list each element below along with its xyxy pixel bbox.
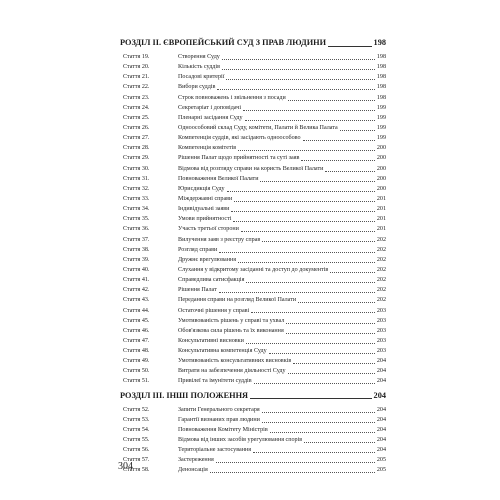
leader-dots (219, 292, 375, 293)
leader-dots (226, 79, 374, 80)
article-title: Посадові критерії (178, 74, 225, 81)
toc-entry (120, 465, 386, 475)
article-number: Стаття 44. (123, 307, 150, 314)
article-title: Індивідуальні заяви (178, 206, 230, 213)
toc-section-heading (120, 389, 386, 403)
article-number: Стаття 27. (123, 135, 150, 142)
toc-entry (120, 265, 386, 275)
leader-line (250, 398, 372, 399)
toc-entry (120, 103, 386, 113)
entry-page: 198 (376, 64, 386, 71)
article-number: Стаття 42. (123, 287, 150, 294)
entry-page: 202 (376, 297, 386, 304)
leader-dots (286, 333, 375, 334)
leader-dots (246, 282, 374, 283)
toc-entry (120, 184, 386, 194)
article-title: Строк повноважень і звільнення з посади (178, 94, 286, 101)
toc-entry (120, 245, 386, 255)
article-title: Юрисдикція Суду (178, 185, 225, 192)
article-title: Умотивованість рішень у справі та ухвал (178, 317, 285, 324)
leader-dots (253, 452, 375, 453)
article-title: Остаточні рішення у справі (178, 307, 250, 314)
article-number: Стаття 45. (123, 317, 150, 324)
article-title: Рішення Палат щодо прийнятності та суті заяв (178, 155, 300, 162)
section-title: РОЗДІЛ ІІ. ЄВРОПЕЙСЬКИЙ СУД З ПРАВ ЛЮДИНИ (120, 38, 327, 47)
leader-dots (262, 422, 375, 423)
leader-dots (254, 383, 375, 384)
article-title: Розгляд справи (178, 246, 218, 253)
article-title: Привілеї та імунітети суддів (178, 378, 252, 385)
article-number: Стаття 33. (123, 195, 150, 202)
entry-page: 200 (376, 165, 386, 172)
toc-entry (120, 306, 386, 316)
article-title: Денонсація (178, 467, 208, 474)
article-title: Компетенція суддів, які засідають одноособово (178, 135, 301, 142)
toc-entry (120, 377, 386, 387)
toc-entry (120, 113, 386, 123)
leader-dots (303, 140, 375, 141)
article-number: Стаття 24. (123, 104, 150, 111)
leader-dots (288, 373, 375, 374)
toc-entry (120, 204, 386, 214)
article-number: Стаття 54. (123, 426, 150, 433)
toc-entry (120, 174, 386, 184)
toc-entry (120, 295, 386, 305)
article-title: Відмова від розгляду справи на користь Великої Палати (178, 165, 324, 172)
entry-page: 199 (376, 104, 386, 111)
article-number: Стаття 41. (123, 277, 150, 284)
leader-dots (270, 432, 375, 433)
leader-dots (241, 231, 375, 232)
article-title: Міждержавні справи (178, 195, 233, 202)
article-number: Стаття 57. (123, 457, 150, 464)
toc-entry (120, 153, 386, 163)
leader-line (328, 46, 371, 47)
entry-page: 203 (376, 337, 386, 344)
entry-page: 198 (376, 94, 386, 101)
entry-page: 200 (376, 185, 386, 192)
toc-entry (120, 405, 386, 415)
entry-page: 204 (376, 378, 386, 385)
article-title: Консультативні висновки (178, 337, 244, 344)
article-number: Стаття 28. (123, 145, 150, 152)
leader-dots (262, 412, 375, 413)
leader-dots (243, 110, 375, 111)
entry-page: 203 (376, 327, 386, 334)
entry-page: 203 (376, 348, 386, 355)
entry-page: 205 (376, 467, 386, 474)
entry-page: 204 (376, 358, 386, 365)
article-number: Стаття 29. (123, 155, 150, 162)
toc-entry (120, 425, 386, 435)
leader-dots (262, 241, 375, 242)
article-number: Стаття 49. (123, 358, 150, 365)
toc-entry (120, 52, 386, 62)
article-number: Стаття 48. (123, 348, 150, 355)
entry-page: 201 (376, 216, 386, 223)
toc-entry (120, 123, 386, 133)
article-number: Стаття 46. (123, 327, 150, 334)
entry-page: 203 (376, 317, 386, 324)
leader-dots (251, 312, 375, 313)
article-number: Стаття 20. (123, 64, 150, 71)
article-title: Пленарні засідання Суду (178, 114, 243, 121)
article-title: Рішення Палат (178, 287, 217, 294)
toc-section-heading (120, 36, 386, 50)
leader-dots (293, 363, 375, 364)
toc-entry (120, 366, 386, 376)
leader-dots (245, 120, 375, 121)
leader-dots (288, 100, 375, 101)
leader-dots (222, 59, 375, 60)
article-number: Стаття 50. (123, 368, 150, 375)
leader-dots (330, 272, 375, 273)
article-title: Справедлива сатисфакція (178, 277, 245, 284)
leader-dots (298, 302, 375, 303)
article-number: Стаття 25. (123, 114, 150, 121)
page-number: 304 (118, 461, 133, 472)
section-page: 198 (373, 38, 386, 47)
entry-page: 202 (376, 266, 386, 273)
entry-page: 204 (376, 416, 386, 423)
toc-entry (120, 235, 386, 245)
entry-page: 199 (376, 124, 386, 131)
toc-entry (120, 194, 386, 204)
leader-dots (227, 191, 375, 192)
article-number: Стаття 31. (123, 175, 150, 182)
article-number: Стаття 37. (123, 236, 150, 243)
article-number: Стаття 34. (123, 206, 150, 213)
article-title: Створення Суду (178, 53, 220, 60)
entry-page: 199 (376, 135, 386, 142)
entry-page: 204 (376, 447, 386, 454)
leader-dots (246, 343, 375, 344)
section-title: РОЗДІЛ ІІІ. ІНШІ ПОЛОЖЕННЯ (120, 390, 249, 400)
article-title: Відмова від інших засобів урегулювання спорів (178, 437, 303, 444)
article-title: Територіальне застосування (178, 447, 252, 454)
article-title: Обов'язкова сила рішень та їх виконання (178, 327, 284, 334)
article-title: Одноособовий склад Суду, комітети, Палати й Велика Палата (178, 124, 338, 131)
leader-dots (238, 262, 375, 263)
toc-entry (120, 164, 386, 174)
toc-entry (120, 82, 386, 92)
entry-page: 200 (376, 175, 386, 182)
article-number: Стаття 38. (123, 246, 150, 253)
article-number: Стаття 52. (123, 406, 150, 413)
entry-page: 200 (376, 155, 386, 162)
entry-page: 205 (376, 457, 386, 464)
entry-page: 202 (376, 236, 386, 243)
leader-dots (222, 69, 375, 70)
leader-dots (286, 323, 375, 324)
entry-page: 202 (376, 287, 386, 294)
article-number: Стаття 43. (123, 297, 150, 304)
leader-dots (216, 462, 375, 463)
toc-entry (120, 275, 386, 285)
article-title: Витрати на забезпечення діяльності Суду (178, 368, 286, 375)
toc-entry (120, 316, 386, 326)
article-title: Слухання у відкритому засіданні та доступ до документів (178, 266, 329, 273)
article-number: Стаття 47. (123, 337, 150, 344)
article-title: Дружнє врегулювання (178, 256, 237, 263)
article-title: Вибори суддів (178, 84, 216, 91)
article-number: Стаття 40. (123, 266, 150, 273)
article-title: Кількість суддів (178, 64, 220, 71)
leader-dots (301, 160, 374, 161)
entry-page: 199 (376, 114, 386, 121)
entry-page: 202 (376, 256, 386, 263)
leader-dots (219, 252, 375, 253)
toc-entry (120, 255, 386, 265)
entry-page: 203 (376, 307, 386, 314)
entry-page: 202 (376, 246, 386, 253)
leader-dots (269, 353, 375, 354)
toc-entry (120, 455, 386, 465)
entry-page: 201 (376, 195, 386, 202)
entry-page: 198 (376, 74, 386, 81)
toc-entry (120, 415, 386, 425)
toc-entry (120, 285, 386, 295)
article-title: Передання справи на розгляд Великої Палати (178, 297, 297, 304)
article-title: Умотивованість консультативних висновків (178, 358, 292, 365)
entry-page: 198 (376, 53, 386, 60)
entry-page: 204 (376, 426, 386, 433)
entry-page: 204 (376, 368, 386, 375)
toc-entry (120, 93, 386, 103)
toc-entry (120, 143, 386, 153)
leader-dots (217, 89, 374, 90)
toc-entry (120, 214, 386, 224)
toc-entry (120, 435, 386, 445)
leader-dots (238, 150, 375, 151)
article-number: Стаття 19. (123, 53, 150, 60)
article-number: Стаття 23. (123, 94, 150, 101)
entry-page: 202 (376, 277, 386, 284)
article-number: Стаття 56. (123, 447, 150, 454)
article-number: Стаття 26. (123, 124, 150, 131)
leader-dots (260, 181, 374, 182)
toc-entry (120, 336, 386, 346)
article-number: Стаття 21. (123, 74, 150, 81)
article-title: Умови прийнятності (178, 216, 232, 223)
article-number: Стаття 30. (123, 165, 150, 172)
article-title: Запити Генерального секретаря (178, 406, 260, 413)
entry-page: 204 (376, 437, 386, 444)
leader-dots (210, 472, 375, 473)
article-number: Стаття 55. (123, 437, 150, 444)
toc-entry (120, 356, 386, 366)
toc-entry (120, 133, 386, 143)
toc-entry (120, 445, 386, 455)
toc-entry (120, 72, 386, 82)
article-title: Гарантії визнаних прав людини (178, 416, 260, 423)
article-number: Стаття 53. (123, 416, 150, 423)
article-title: Компетенція комітетів (178, 145, 237, 152)
article-title: Участь третьої сторони (178, 226, 239, 233)
entry-page: 201 (376, 226, 386, 233)
article-number: Стаття 51. (123, 378, 150, 385)
article-number: Стаття 35. (123, 216, 150, 223)
entry-page: 201 (376, 206, 386, 213)
article-number: Стаття 58. (123, 467, 150, 474)
article-number: Стаття 36. (123, 226, 150, 233)
entry-page: 198 (376, 84, 386, 91)
table-of-contents (120, 36, 386, 478)
entry-page: 200 (376, 145, 386, 152)
leader-dots (304, 442, 375, 443)
toc-entry (120, 346, 386, 356)
article-number: Стаття 22. (123, 84, 150, 91)
leader-dots (231, 211, 374, 212)
leader-dots (340, 130, 375, 131)
article-number: Стаття 32. (123, 185, 150, 192)
leader-dots (325, 171, 374, 172)
article-title: Повноваження Комітету Міністрів (178, 426, 268, 433)
article-title: Повноваження Великої Палати (178, 175, 259, 182)
entry-page: 204 (376, 406, 386, 413)
toc-entry (120, 224, 386, 234)
article-title: Застереження (178, 457, 214, 464)
article-title: Консультативна компетенція Суду (178, 348, 267, 355)
section-page: 204 (373, 390, 386, 400)
toc-entry (120, 62, 386, 72)
article-title: Вилучення заяв з реєстру справ (178, 236, 261, 243)
toc-entry (120, 326, 386, 336)
article-number: Стаття 39. (123, 256, 150, 263)
toc-entry-list (120, 405, 386, 476)
article-title: Секретаріат і доповідачі (178, 104, 242, 111)
toc-entry-list (120, 52, 386, 387)
leader-dots (233, 221, 374, 222)
leader-dots (234, 201, 375, 202)
